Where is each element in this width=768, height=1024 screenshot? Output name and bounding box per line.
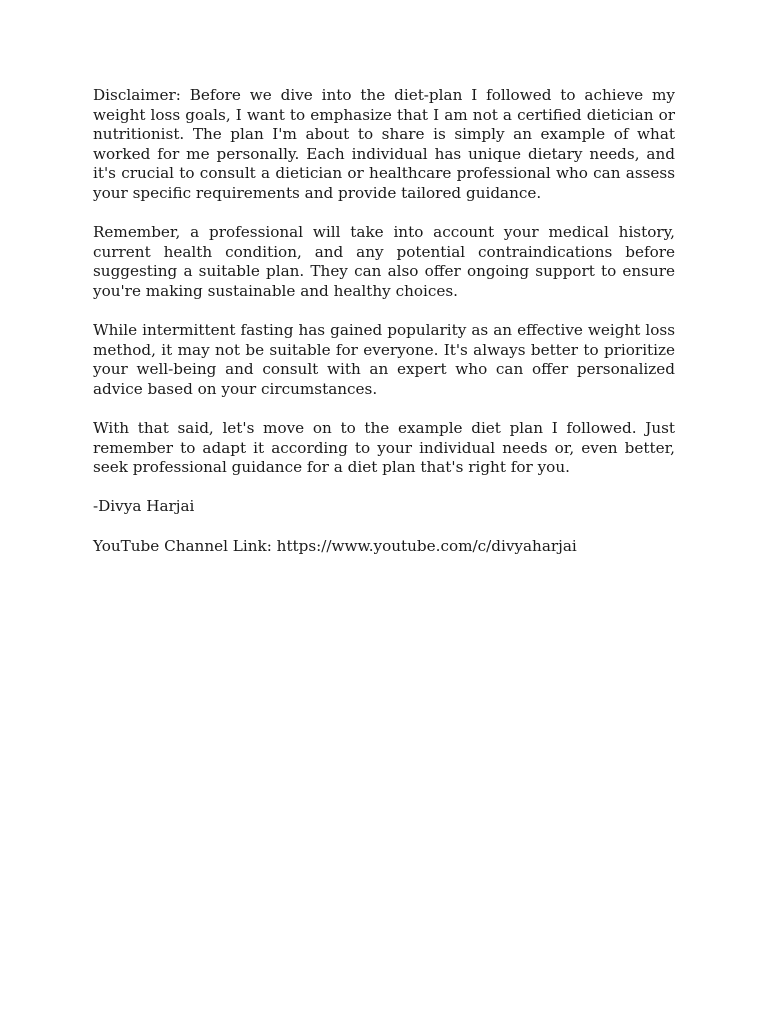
author-signature: -Divya Harjai xyxy=(93,497,195,516)
channel-link-line xyxy=(93,537,675,557)
document-page xyxy=(93,86,675,556)
professional-advice-paragraph: Remember, a professional will take into account your medical history, current health condition, and any potential contraindications before suggesting a suitable plan. They can also offer ongoing support to ensure you're making sustainable and healthy choices. xyxy=(93,223,675,300)
diet-plan-intro-paragraph: With that said, let's move on to the example diet plan I followed. Just remember to adapt it according to your individual needs or, even better, seek professional guidance for a diet plan that's right for you. xyxy=(93,419,675,477)
disclaimer-paragraph: Disclaimer: Before we dive into the diet-plan I followed to achieve my weight loss goals, I want to emphasize that I am not a certified dietician or nutritionist. The plan I'm about to share is simply an example of what worked for me personally. Each individual has unique dietary needs, and it's crucial to consult a dietician or healthcare professional who can assess your specific requirements and provide tailored guidance. xyxy=(93,86,675,202)
intermittent-fasting-paragraph: While intermittent fasting has gained popularity as an effective weight loss method, it may not be suitable for everyone. It's always better to prioritize your well-being and consult with an expert who can offer personalized advice based on your circumstances. xyxy=(93,321,675,398)
channel-link-url[interactable]: https://www.youtube.com/c/divyaharjai xyxy=(276,536,577,555)
channel-link-label: YouTube Channel Link: xyxy=(93,536,272,555)
